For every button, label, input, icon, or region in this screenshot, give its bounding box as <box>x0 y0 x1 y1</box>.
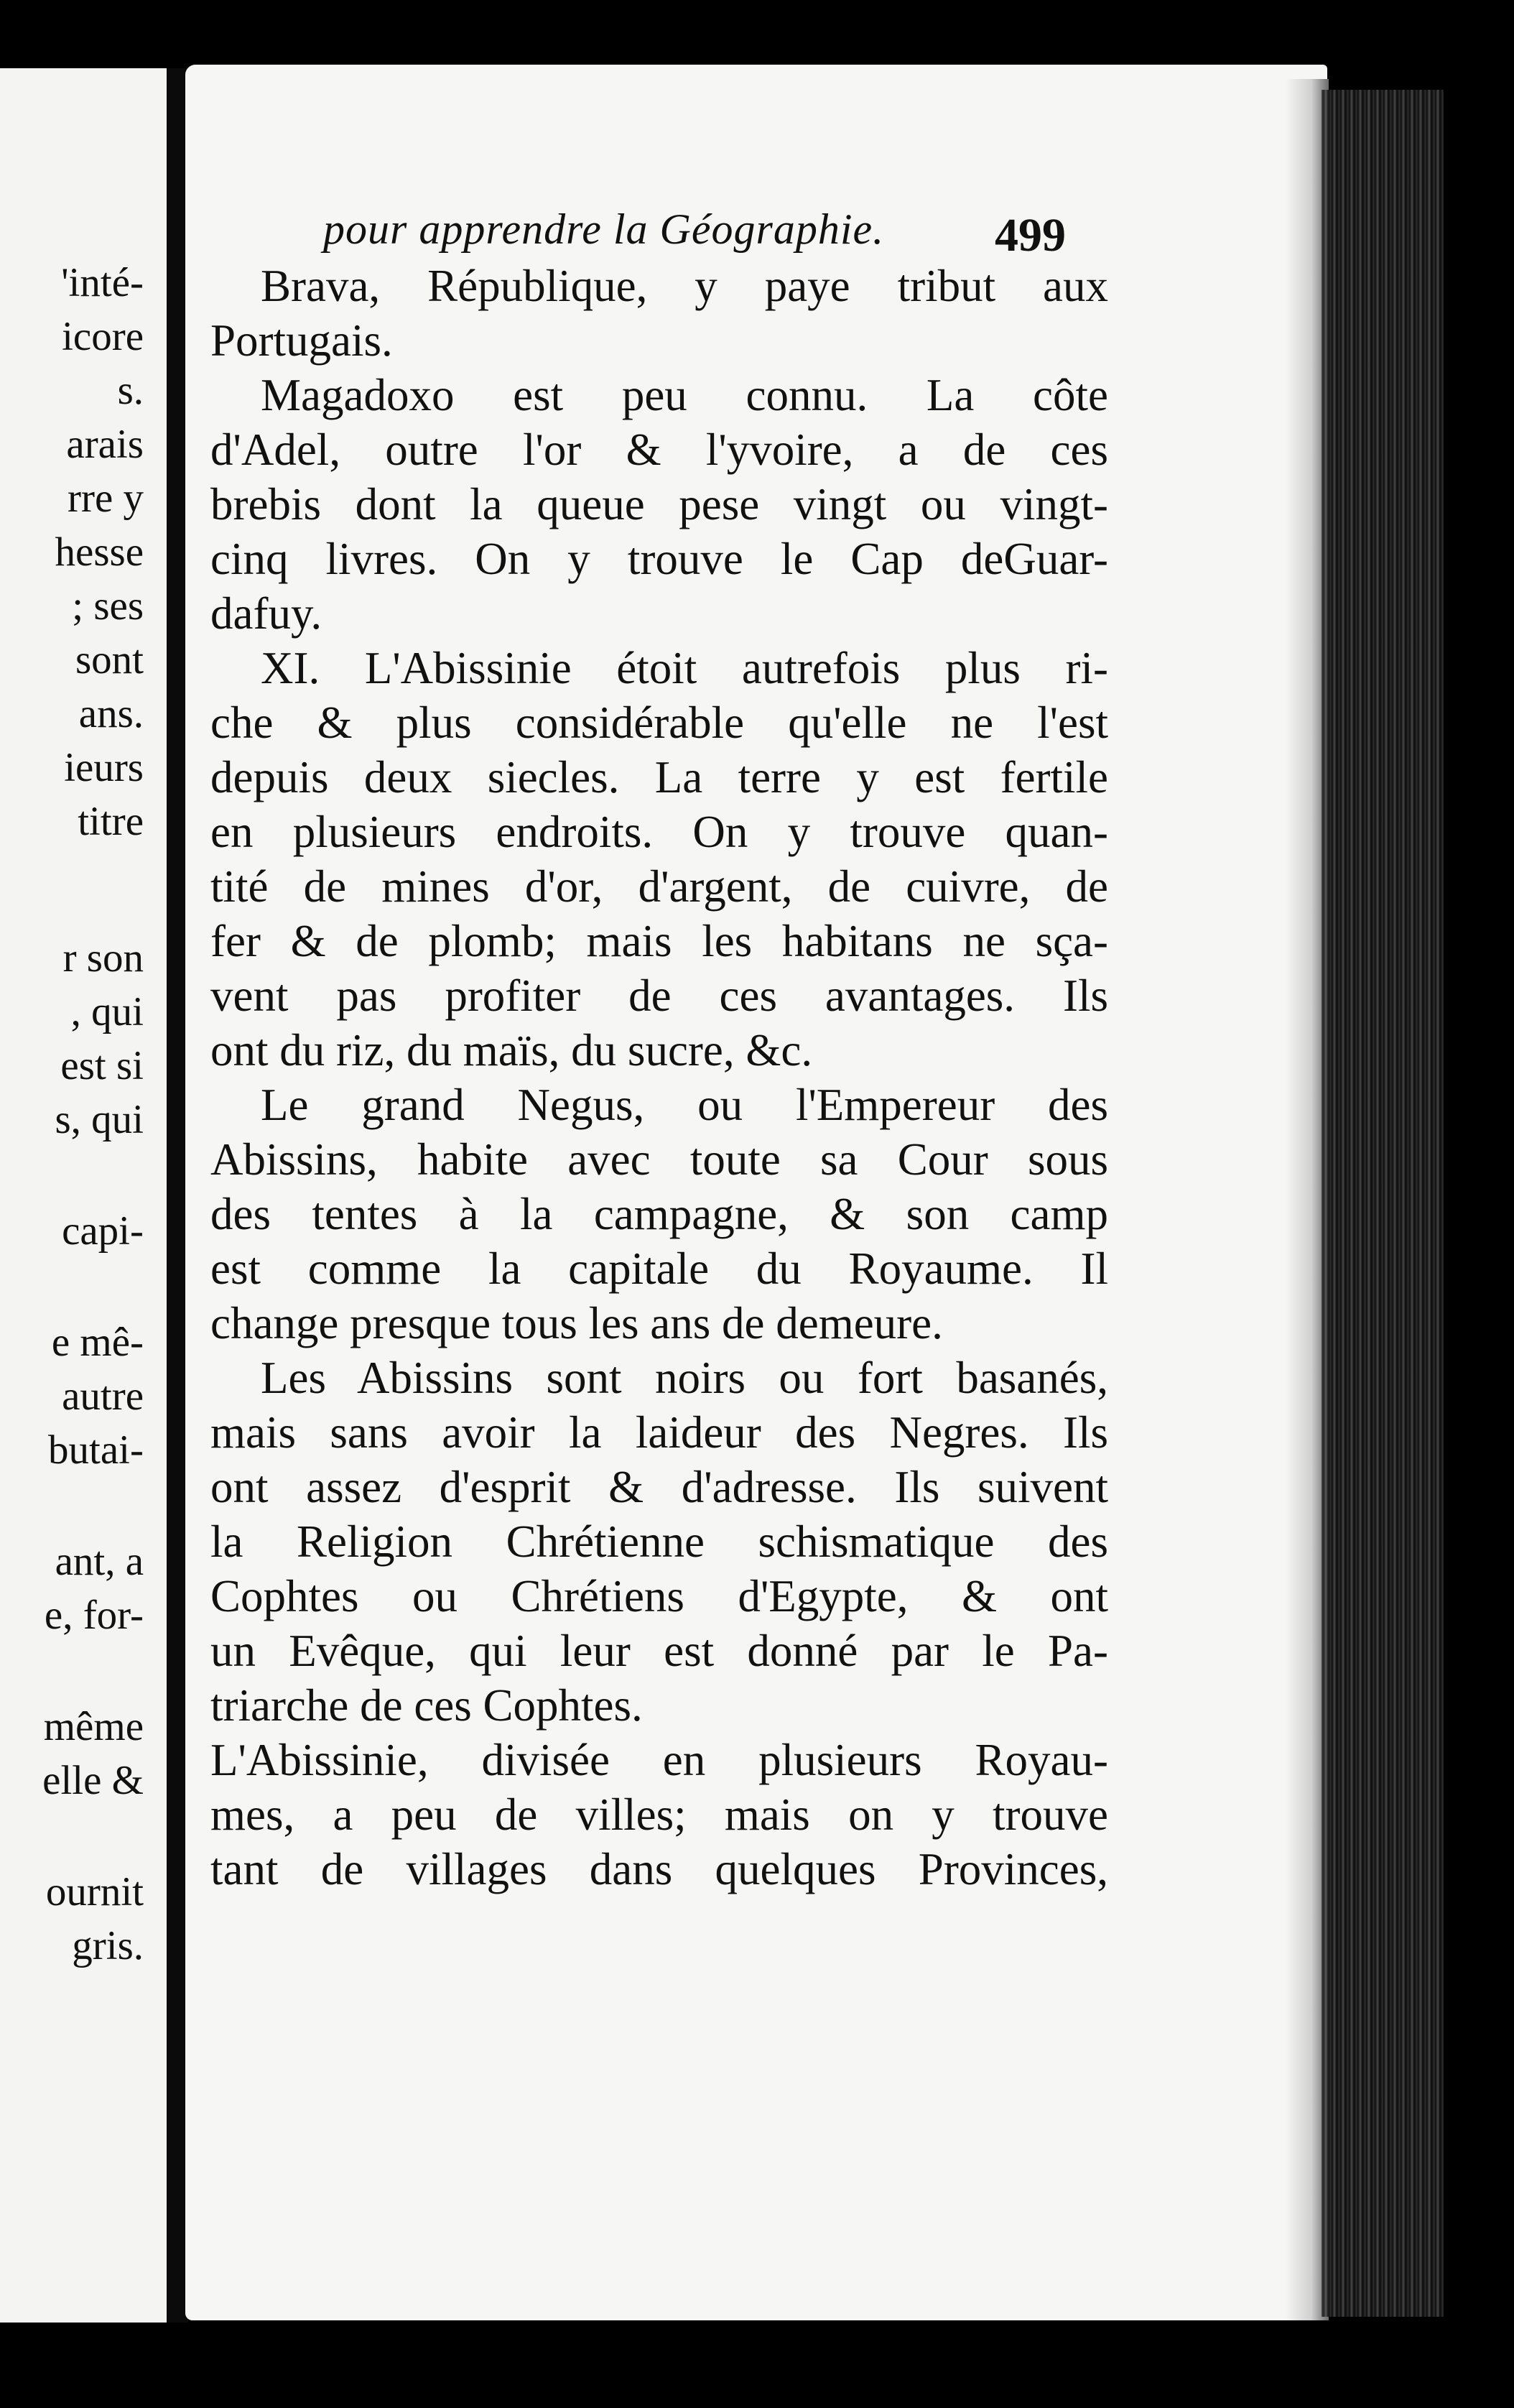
text-line: change presque tous les ans de demeure. <box>210 1298 943 1348</box>
text-line: XI. L'Abissinie étoit autrefois plus ri- <box>261 643 1108 693</box>
text-line: ont assez d'esprit & d'adresse. Ils suivent <box>210 1462 1108 1512</box>
facing-line: butai- <box>48 1427 144 1473</box>
facing-line: arais <box>66 422 144 467</box>
facing-line: e, for- <box>44 1593 144 1638</box>
facing-line: s, qui <box>55 1097 144 1142</box>
facing-line: hesse <box>55 529 144 575</box>
facing-line: 'inté- <box>61 260 144 305</box>
facing-line: capi- <box>62 1208 144 1254</box>
running-head: pour apprendre la Géographie. <box>323 205 885 253</box>
text-line: triarche de ces Cophtes. <box>210 1680 643 1731</box>
text-line: cinq livres. On y trouve le Cap deGuar- <box>210 534 1108 584</box>
text-line: Brava, République, y paye tribut aux <box>261 261 1108 311</box>
text-line: vent pas profiter de ces avantages. Ils <box>210 971 1108 1021</box>
text-line: depuis deux siecles. La terre y est fertile <box>210 752 1108 802</box>
facing-line: titre <box>78 799 144 844</box>
text-line: d'Adel, outre l'or & l'yvoire, a de ces <box>210 425 1108 475</box>
text-line: L'Abissinie, divisée en plusieurs Royau- <box>210 1735 1108 1785</box>
facing-line: ; ses <box>72 583 144 629</box>
facing-line: sont <box>75 637 144 682</box>
page-number: 499 <box>995 209 1066 261</box>
text-line: Les Abissins sont noirs ou fort basanés, <box>261 1353 1108 1403</box>
facing-line: ant, a <box>55 1539 144 1584</box>
text-line: mais sans avoir la laideur des Negres. Ils <box>210 1407 1108 1458</box>
page-block-edge <box>1322 90 1444 2317</box>
text-line: Abissins, habite avec toute sa Cour sous <box>210 1134 1108 1185</box>
facing-page-fragment <box>0 68 167 2323</box>
facing-line: autre <box>62 1374 144 1419</box>
facing-line: gris. <box>72 1923 144 1968</box>
text-line: en plusieurs endroits. On y trouve quan- <box>210 807 1108 857</box>
text-line: che & plus considérable qu'elle ne l'est <box>210 698 1108 748</box>
facing-line: ans. <box>78 691 144 736</box>
text-line: Magadoxo est peu connu. La côte <box>261 370 1108 420</box>
facing-line: s. <box>117 368 144 413</box>
text-line: est comme la capitale du Royaume. Il <box>210 1244 1108 1294</box>
text-line: Portugais. <box>210 315 393 366</box>
text-line: des tentes à la campagne, & son camp <box>210 1189 1108 1239</box>
text-line: brebis dont la queue pese vingt ou vingt- <box>210 479 1108 529</box>
facing-line: elle & <box>42 1758 144 1803</box>
text-line: un Evêque, qui leur est donné par le Pa- <box>210 1626 1108 1676</box>
facing-line: e mê- <box>51 1320 144 1365</box>
facing-line: r son <box>62 935 144 981</box>
text-line: fer & de plomb; mais les habitans ne sça- <box>210 916 1108 966</box>
facing-line: , qui <box>70 989 144 1034</box>
text-line: la Religion Chrétienne schismatique des <box>210 1516 1108 1567</box>
text-line: ont du riz, du maïs, du sucre, &c. <box>210 1025 813 1075</box>
text-line: Le grand Negus, ou l'Empereur des <box>261 1080 1108 1130</box>
text-line: tité de mines d'or, d'argent, de cuivre, de <box>210 861 1108 912</box>
text-line: mes, a peu de villes; mais on y trouve <box>210 1789 1108 1840</box>
facing-line: ournit <box>45 1869 144 1914</box>
text-line: Cophtes ou Chrétiens d'Egypte, & ont <box>210 1571 1108 1621</box>
facing-line: rre y <box>67 476 144 521</box>
facing-line: est si <box>60 1043 144 1088</box>
text-line: tant de villages dans quelques Provinces, <box>210 1844 1108 1894</box>
facing-line: ieurs <box>64 745 144 790</box>
facing-line: icore <box>62 314 144 359</box>
facing-line: même <box>43 1704 144 1749</box>
text-line: dafuy. <box>210 588 322 639</box>
